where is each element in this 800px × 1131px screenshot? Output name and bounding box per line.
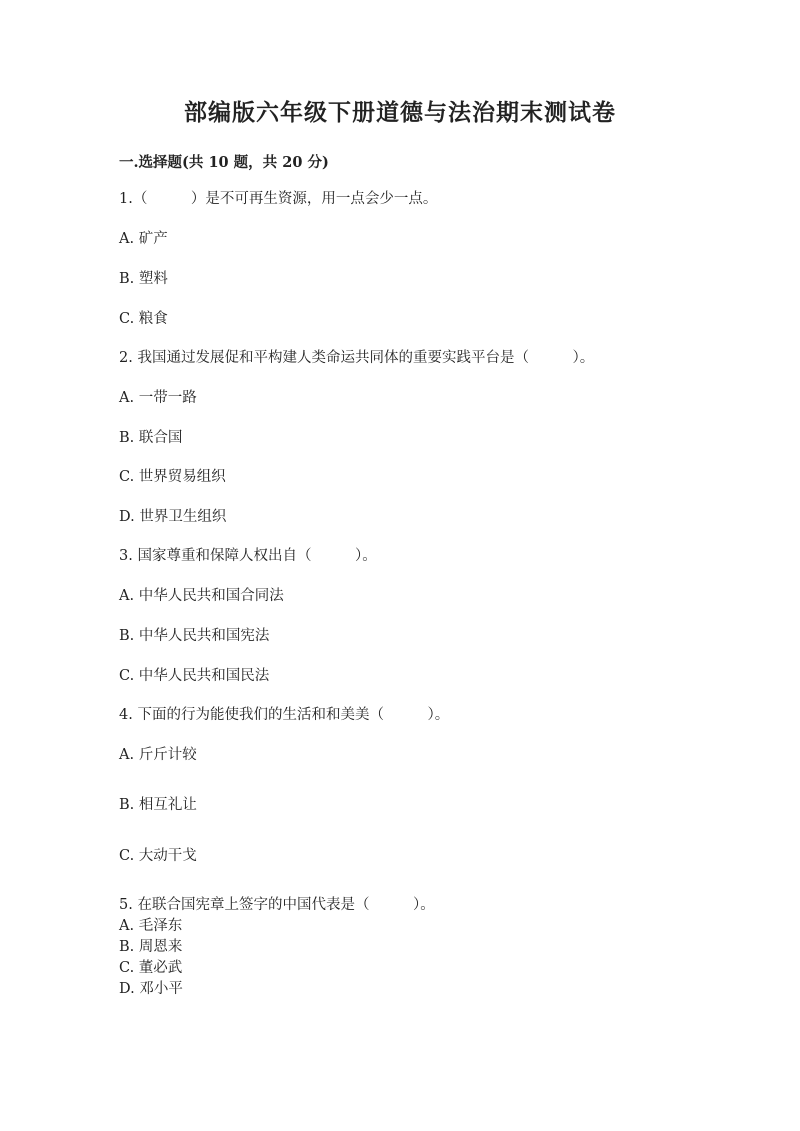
question-3-option-a: A. 中华人民共和国合同法	[119, 588, 284, 604]
question-5-option-c: C. 董必武	[119, 960, 183, 976]
question-1-option-c: C. 粮食	[119, 311, 168, 327]
question-2-stem: 2. 我国通过发展促和平构建人类命运共同体的重要实践平台是（ ）。	[119, 350, 595, 366]
question-5-option-d: D. 邓小平	[119, 981, 183, 997]
question-2-option-d: D. 世界卫生组织	[119, 509, 227, 525]
question-1-stem: 1.（ ）是不可再生资源，用一点会少一点。	[119, 191, 438, 207]
question-4-option-b: B. 相互礼让	[119, 797, 197, 813]
question-2-option-c: C. 世界贸易组织	[119, 469, 226, 485]
question-4-option-a: A. 斤斤计较	[119, 747, 197, 763]
question-5-option-b: B. 周恩来	[119, 939, 183, 955]
question-3-option-c: C. 中华人民共和国民法	[119, 668, 270, 684]
question-1-option-a: A. 矿产	[119, 231, 168, 247]
question-4-stem: 4. 下面的行为能使我们的生活和和美美（ ）。	[119, 707, 450, 723]
question-3-stem: 3. 国家尊重和保障人权出自（ ）。	[119, 548, 377, 564]
page-title: 部编版六年级下册道德与法治期末测试卷	[184, 99, 616, 126]
section-heading: 一.选择题(共 10 题，共 20 分)	[119, 154, 329, 171]
question-3-option-b: B. 中华人民共和国宪法	[119, 628, 270, 644]
question-1-option-b: B. 塑料	[119, 271, 168, 287]
question-5-stem: 5. 在联合国宪章上签字的中国代表是（ ）。	[119, 897, 435, 913]
question-4-option-c: C. 大动干戈	[119, 848, 197, 864]
question-2-option-b: B. 联合国	[119, 430, 183, 446]
question-2-option-a: A. 一带一路	[119, 390, 197, 406]
question-5-option-a: A. 毛泽东	[119, 918, 183, 934]
